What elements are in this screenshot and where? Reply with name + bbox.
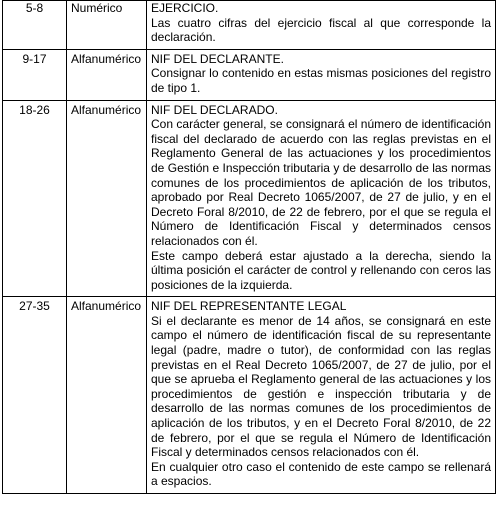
position-cell: 9-17 <box>3 49 67 100</box>
type-cell: Numérico <box>67 1 147 50</box>
type-cell: Alfanumérico <box>67 297 147 494</box>
description-cell <box>147 297 496 494</box>
description-cell <box>147 100 496 297</box>
description-paragraph: Si el declarante es menor de 14 años, se consignará en este campo el número de identificación fiscal de su representante legal (padre, madre o tutor), de conformidad con las reglas previstas en el Real Decreto 1065/2007, de 27 de julio, por el que se aprueba el Reglamento general de las actuaciones y los procedimientos de gestión e inspección tributaria y de desarrollo de las normas comunes de los procedimientos de aplicación de los tributos, y en el Decreto Foral 8/2010, de 22 de febrero, por el que se regula el Número de Identificación Fiscal y determinados censos relacionados con él. <box>151 313 491 460</box>
table-row <box>3 49 496 100</box>
field-title: NIF DEL REPRESENTANTE LEGAL <box>151 299 347 314</box>
field-title: EJERCICIO. <box>151 1 219 15</box>
position-cell: 18-26 <box>3 100 67 297</box>
table-row <box>3 297 496 494</box>
description-cell <box>147 49 496 100</box>
table-row <box>3 100 496 297</box>
description-paragraph: Con carácter general, se consignará el número de identificación fiscal del declarado de acuerdo con las reglas previstas en el Reglamento General de las actuaciones y los procedimientos de Gestión e Inspección tributaria y de desarrollo de las normas comunes de los procedimientos de aplicación de los tributos, aprobado por Real Decreto 1065/2007, de 27 de julio, y en el Decreto Foral 8/2010, de 22 de febrero, por el que se regula el Número de Identificación Fiscal y determinados censos relacionados con él. <box>151 117 491 248</box>
description-paragraph: Este campo deberá estar ajustado a la derecha, siendo la última posición el carácter de control y rellenando con ceros las posiciones de la izquierda. <box>151 248 491 292</box>
description-paragraph: En cualquier otro caso el contenido de este campo se rellenará a espacios. <box>151 459 491 489</box>
field-title: NIF DEL DECLARANTE. <box>151 51 284 66</box>
record-layout-table <box>2 0 496 494</box>
position-cell: 27-35 <box>3 297 67 494</box>
position-cell: 5-8 <box>3 1 67 50</box>
description-cell <box>147 1 496 50</box>
table-row <box>3 1 496 50</box>
type-cell: Alfanumérico <box>67 49 147 100</box>
type-cell: Alfanumérico <box>67 100 147 297</box>
field-title: NIF DEL DECLARADO. <box>151 102 278 117</box>
description-paragraph: Consignar lo contenido en estas mismas posiciones del registro de tipo 1. <box>151 66 491 95</box>
description-paragraph: Las cuatro cifras del ejercicio fiscal al que corresponde la declaración. <box>151 15 491 45</box>
